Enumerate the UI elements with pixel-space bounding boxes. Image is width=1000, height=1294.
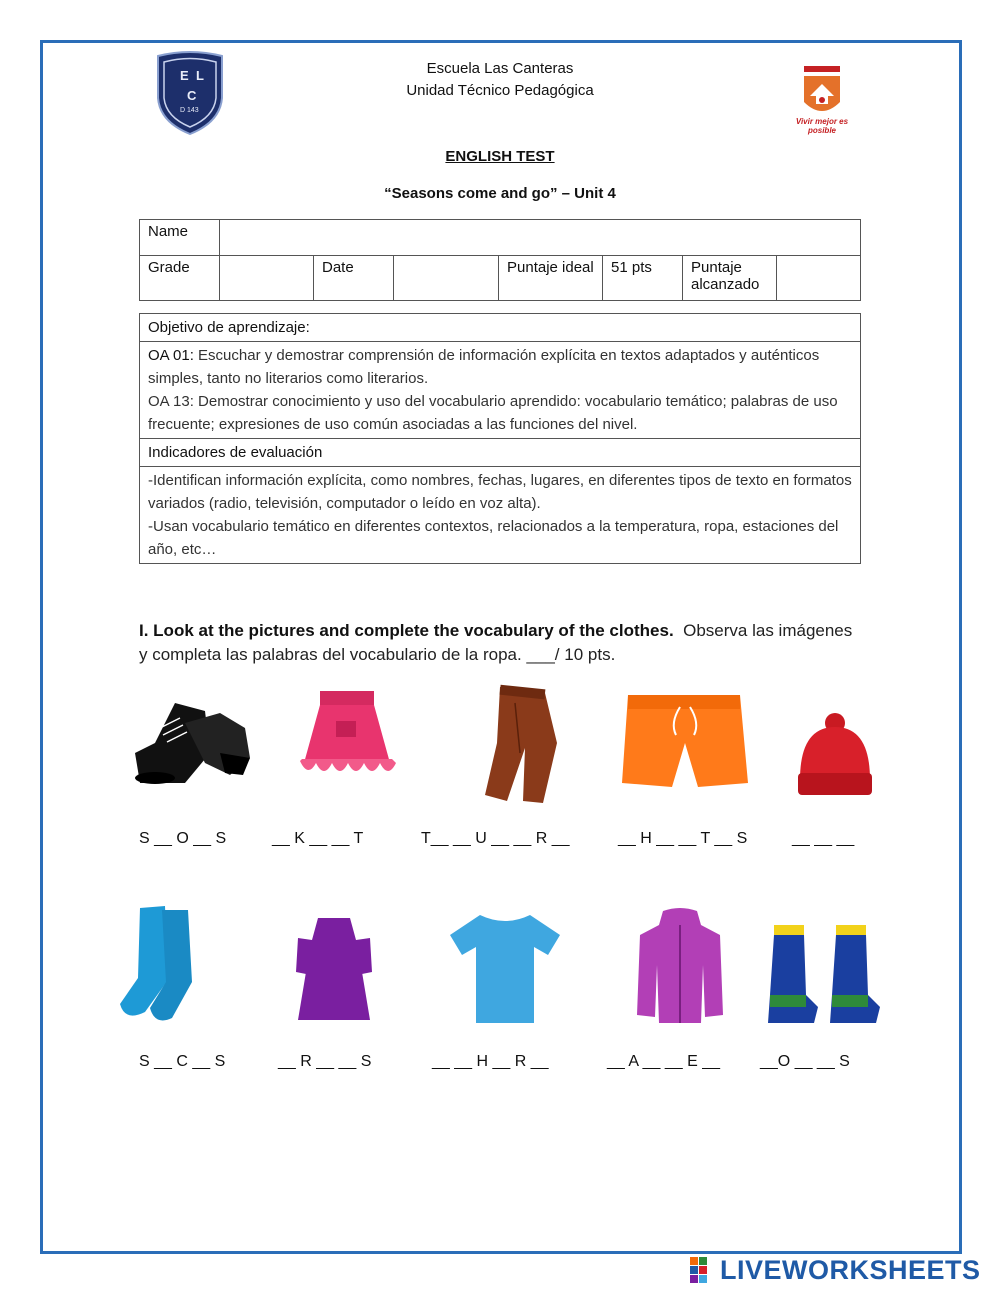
school-name: Escuela Las Canteras	[426, 60, 574, 77]
municipality-caption: Vivir mejor es posible	[795, 117, 849, 135]
t-shirt-image	[430, 905, 580, 1035]
grade-field[interactable]	[220, 256, 314, 301]
unit-name: Unidad Técnico Pedagógica	[406, 82, 594, 99]
section-1-instructions	[139, 619, 859, 667]
puntaje-ideal-value: 51 pts	[603, 256, 683, 301]
boots-image	[758, 915, 908, 1045]
hat-image	[770, 695, 920, 825]
word-blank-1[interactable]: S __ O __ S	[139, 830, 227, 847]
objectives-header: Objetivo de aprendizaje:	[140, 314, 861, 342]
indicators-body	[140, 467, 861, 564]
word-blank-4[interactable]: __ H __ __ T __ S	[618, 830, 748, 847]
svg-text:L: L	[196, 68, 204, 83]
student-info-table	[139, 219, 861, 301]
dress-image	[260, 910, 410, 1040]
word-blank-3[interactable]: T__ __ U __ __ R __	[421, 830, 570, 847]
liveworksheets-wordmark: LIVEWORKSHEETS	[720, 1254, 981, 1285]
puntaje-alcanzado-label: Puntaje alcanzado	[683, 256, 777, 301]
test-title: ENGLISH TEST	[445, 148, 555, 165]
svg-text:D 143: D 143	[180, 107, 199, 114]
grade-label: Grade	[140, 256, 220, 301]
socks-image	[100, 900, 250, 1030]
liveworksheets-logo-icon	[690, 1257, 716, 1283]
oa13-text: OA 13: Demostrar conocimiento y uso del vocabulario aprendido: vocabulario temático; palabras de uso frecuente; expresiones de uso común asociadas a las funciones del nivel.	[148, 393, 838, 433]
jacket-image	[605, 905, 755, 1035]
svg-text:C: C	[187, 88, 197, 103]
date-field[interactable]	[394, 256, 499, 301]
shorts-image	[610, 683, 760, 813]
word-blank-2[interactable]: __ K __ __ T	[272, 830, 364, 847]
word-blank-8[interactable]: __ __ H __ R __	[432, 1053, 549, 1070]
indicator-2: -Usan vocabulario temático en diferentes contextos, relacionados a la temperatura, ropa, estaciones del año, etc…	[148, 518, 839, 558]
svg-text:E: E	[180, 68, 189, 83]
trousers-image	[445, 683, 595, 813]
puntaje-ideal-label: Puntaje ideal	[499, 256, 603, 301]
section-1-title: I. Look at the pictures and complete the vocabulary of the clothes.	[139, 621, 674, 640]
word-blank-5[interactable]: __ __ __	[792, 830, 855, 847]
word-blank-9[interactable]: __ A __ __ E __	[607, 1053, 720, 1070]
test-subtitle: “Seasons come and go” – Unit 4	[384, 185, 616, 202]
section-1-subtitle: Observa las imágenes y completa las palabras del vocabulario de la ropa. ___/ 10 pts.	[139, 621, 853, 664]
oa01-label: OA 01:	[148, 347, 194, 364]
word-blank-7[interactable]: __ R __ __ S	[278, 1053, 372, 1070]
objectives-body	[140, 342, 861, 439]
oa01-text: Escuchar y demostrar comprensión de información explícita en textos adaptados y auténticos simples, tanto no literarios como literarios.	[148, 347, 820, 387]
name-label: Name	[140, 220, 220, 256]
objectives-table	[139, 313, 861, 564]
shoes-image	[125, 683, 275, 813]
skirt-image	[272, 683, 422, 813]
indicators-header: Indicadores de evaluación	[140, 439, 861, 467]
name-field[interactable]	[220, 220, 861, 256]
indicator-1: -Identifican información explícita, como nombres, fechas, lugares, en diferentes tipos de texto en formatos variados (radio, televisión, computador o leído en voz alta).	[148, 472, 852, 512]
word-blank-6[interactable]: S __ C __ S	[139, 1053, 226, 1070]
puntaje-alcanzado-field[interactable]	[777, 256, 861, 301]
liveworksheets-watermark	[690, 1255, 981, 1285]
date-label: Date	[314, 256, 394, 301]
word-blank-10[interactable]: __O __ __ S	[760, 1053, 850, 1070]
